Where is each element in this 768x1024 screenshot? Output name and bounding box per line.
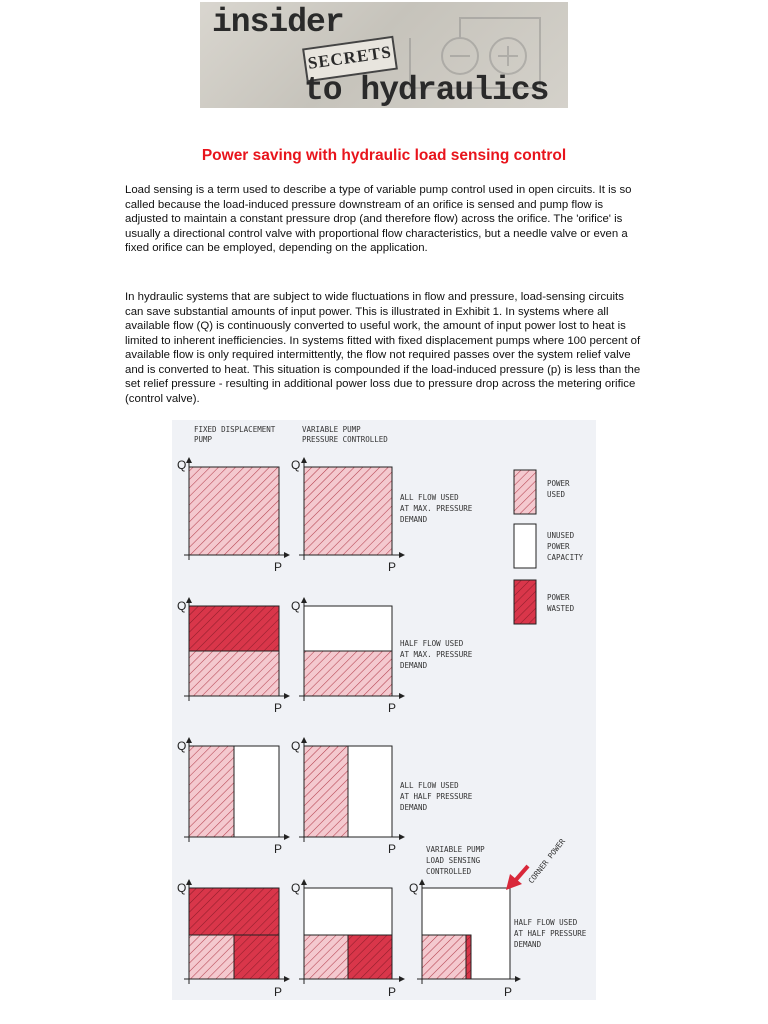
row2-note-line2: AT MAX. PRESSURE bbox=[400, 650, 473, 659]
row4-fixed-pump-chart bbox=[177, 881, 287, 999]
svg-text:UNUSED: UNUSED bbox=[547, 531, 575, 540]
svg-text:POWER: POWER bbox=[547, 593, 570, 602]
row2-pressure-pump-chart bbox=[291, 599, 402, 715]
svg-text:Q: Q bbox=[409, 881, 419, 895]
row4-note-line2: AT HALF PRESSURE bbox=[514, 929, 587, 938]
svg-text:P: P bbox=[388, 985, 397, 999]
col2-header-line2: PRESSURE CONTROLLED bbox=[302, 435, 388, 444]
svg-text:USED: USED bbox=[547, 490, 566, 499]
row3-note-line1: ALL FLOW USED bbox=[400, 781, 459, 790]
svg-text:P: P bbox=[388, 842, 397, 856]
corner-power-arrow bbox=[506, 866, 528, 890]
banner-word-insider: insider bbox=[212, 4, 344, 41]
svg-text:P: P bbox=[274, 701, 283, 715]
legend-power-used bbox=[514, 470, 570, 514]
row1-col1-axis-p: P bbox=[274, 560, 283, 574]
row2-note-line3: DEMAND bbox=[400, 661, 428, 670]
svg-text:P: P bbox=[274, 842, 283, 856]
row1-note-line3: DEMAND bbox=[400, 515, 428, 524]
svg-text:Q: Q bbox=[291, 881, 301, 895]
svg-text:P: P bbox=[274, 985, 283, 999]
paragraph-power-savings: In hydraulic systems that are subject to wide fluctuations in flow and pressure, load-sensing circuits can save substantial amounts of input power. This is illustrated in Exhibit 1. In systems where all available flow (Q) is continuously converted to useful work, the amount of input power lost to heat is limited to inherent inefficiencies. In systems fitted with fixed displacement pumps where 100 percent of available flow is only required intermittently, the flow not required passes over the system relief valve and is converted to heat. This situation is compounded if the load-induced pressure (p) is less than the set relief pressure - resulting in additional power loss due to pressure drop across the metering orifice (control valve). bbox=[125, 291, 641, 405]
svg-text:POWER: POWER bbox=[547, 479, 570, 488]
svg-text:WASTED: WASTED bbox=[547, 604, 575, 613]
svg-text:P: P bbox=[388, 701, 397, 715]
legend-power-wasted bbox=[514, 580, 575, 624]
page-title: Power saving with hydraulic load sensing control bbox=[201, 147, 567, 164]
row3-pressure-pump-chart bbox=[291, 739, 402, 856]
corner-power-label: CORNER POWER bbox=[526, 836, 567, 886]
row1-col2-axis-q: Q bbox=[291, 458, 301, 472]
svg-text:P: P bbox=[504, 985, 513, 999]
row2-note-line1: HALF FLOW USED bbox=[400, 639, 464, 648]
svg-text:Q: Q bbox=[177, 739, 187, 753]
svg-text:Q: Q bbox=[177, 881, 187, 895]
row4-load-sensing-chart bbox=[409, 881, 518, 999]
row4-pressure-pump-chart bbox=[291, 881, 402, 999]
paragraph-load-sensing-definition: Load sensing is a term used to describe a type of variable pump control used in open circuits. It is so called because the load-induced pressure downstream of an orifice is sensed and pump flow is adjusted to maintain a constant pressure drop (and therefore flow) across the orifice. The 'orifice' is usually a directional control valve with proportional flow characteristics, but a needle valve or even a fixed orifice can be employed, depending on the application. bbox=[125, 184, 632, 254]
row4-note-line1: HALF FLOW USED bbox=[514, 918, 578, 927]
row1-pressure-pump-chart bbox=[291, 458, 402, 574]
svg-text:Q: Q bbox=[291, 739, 301, 753]
row2-fixed-pump-chart bbox=[177, 599, 287, 715]
row3-note-line3: DEMAND bbox=[400, 803, 428, 812]
svg-text:POWER: POWER bbox=[547, 542, 570, 551]
row3-note-line2: AT HALF PRESSURE bbox=[400, 792, 473, 801]
exhibit-1-diagram bbox=[172, 420, 596, 1000]
row1-note-line2: AT MAX. PRESSURE bbox=[400, 504, 473, 513]
col1-header-line2: PUMP bbox=[194, 435, 213, 444]
svg-text:Q: Q bbox=[291, 599, 301, 613]
header-banner bbox=[200, 2, 568, 108]
col3-header-line1: VARIABLE PUMP bbox=[426, 845, 485, 854]
svg-text:Q: Q bbox=[177, 599, 187, 613]
row1-col2-axis-p: P bbox=[388, 560, 397, 574]
row4-note-line3: DEMAND bbox=[514, 940, 542, 949]
row1-fixed-pump-chart bbox=[177, 458, 287, 574]
banner-word-hydraulics: to hydraulics bbox=[304, 72, 549, 108]
svg-text:CAPACITY: CAPACITY bbox=[547, 553, 584, 562]
legend-unused-capacity bbox=[514, 524, 584, 568]
col3-header-line3: CONTROLLED bbox=[426, 867, 472, 876]
row1-col1-axis-q: Q bbox=[177, 458, 187, 472]
row3-fixed-pump-chart bbox=[177, 739, 287, 856]
col3-header-line2: LOAD SENSING bbox=[426, 856, 481, 865]
col1-header-line1: FIXED DISPLACEMENT bbox=[194, 425, 276, 434]
exhibit-1-figure bbox=[172, 420, 596, 1000]
banner-secrets-stamp: SECRETS bbox=[302, 36, 398, 82]
col2-header-line1: VARIABLE PUMP bbox=[302, 425, 361, 434]
row1-note-line1: ALL FLOW USED bbox=[400, 493, 459, 502]
